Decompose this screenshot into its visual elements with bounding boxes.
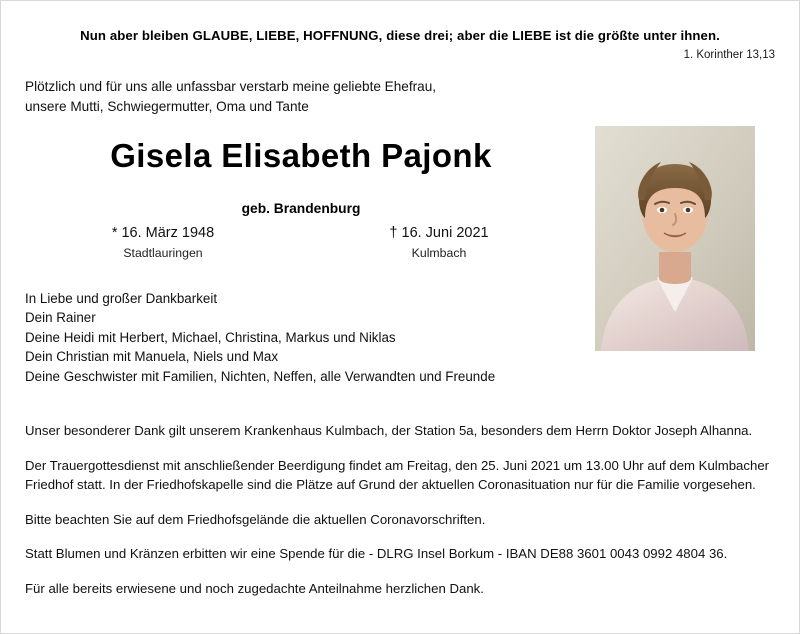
intro-line-1: Plötzlich und für uns alle unfassbar verstarb meine geliebte Ehefrau, — [25, 79, 437, 94]
family-line-1: Dein Rainer — [25, 310, 96, 326]
birth-date: * 16. März 1948 — [111, 225, 215, 241]
birth-place: Stadtlauringen — [123, 246, 203, 260]
family-line-3: Dein Christian mit Manuela, Niels und Max — [25, 349, 279, 365]
portrait-photo — [595, 126, 755, 351]
death-place: Kulmbach — [411, 246, 467, 260]
thanks-paragraph: Unser besonderer Dank gilt unserem Krankenhaus Kulmbach, der Station 5a, besonders dem Herrn Doktor Joseph Alhanna. — [25, 423, 753, 438]
intro-text — [25, 77, 585, 117]
portrait-image — [595, 126, 755, 351]
corona-paragraph: Bitte beachten Sie auf dem Friedhofsgelände die aktuellen Coronavorschriften. — [25, 511, 486, 527]
family-line-2: Deine Heidi mit Herbert, Michael, Christina, Markus und Niklas — [25, 329, 396, 345]
donation-paragraph: Statt Blumen und Kränzen erbitten wir eine Spende für die - DLRG Insel Borkum - IBAN DE88 3601 0043 0992 4804 36. — [25, 546, 728, 561]
obituary-inner — [1, 1, 799, 633]
body-text — [25, 421, 777, 598]
deceased-name: Gisela Elisabeth Pajonk — [110, 137, 492, 174]
bible-verse: Nun aber bleiben GLAUBE, LIEBE, HOFFNUNG, diese drei; aber die LIEBE ist die größte unter ihnen. — [80, 28, 720, 43]
life-dates — [25, 225, 577, 260]
deceased-maiden-name: geb. Brandenburg — [241, 201, 361, 216]
family-line-4: Deine Geschwister mit Familien, Nichten, Neffen, alle Verwandten und Freunde — [25, 368, 496, 384]
death-date: † 16. Juni 2021 — [389, 225, 489, 241]
closing-paragraph: Für alle bereits erwiesene und noch zugedachte Anteilnahme herzlichen Dank. — [25, 580, 484, 596]
service-paragraph: Der Trauergottesdienst mit anschließender Beerdigung findet am Freitag, den 25. Juni 2021 um 13.00 Uhr auf dem Kulmbacher Friedhof statt. In der Friedhofskapelle sind die Plätze auf Grund der aktuellen Coronasituation nur für die Familie vorgesehen. — [25, 457, 770, 492]
family-heading: In Liebe und großer Dankbarkeit — [25, 291, 218, 306]
death-info — [301, 225, 577, 260]
family-block — [25, 289, 585, 386]
bible-verse-reference: 1. Korinther 13,13 — [683, 49, 775, 61]
birth-info — [25, 225, 301, 260]
intro-line-2: unsere Mutti, Schwiegermutter, Oma und Tante — [25, 99, 309, 114]
